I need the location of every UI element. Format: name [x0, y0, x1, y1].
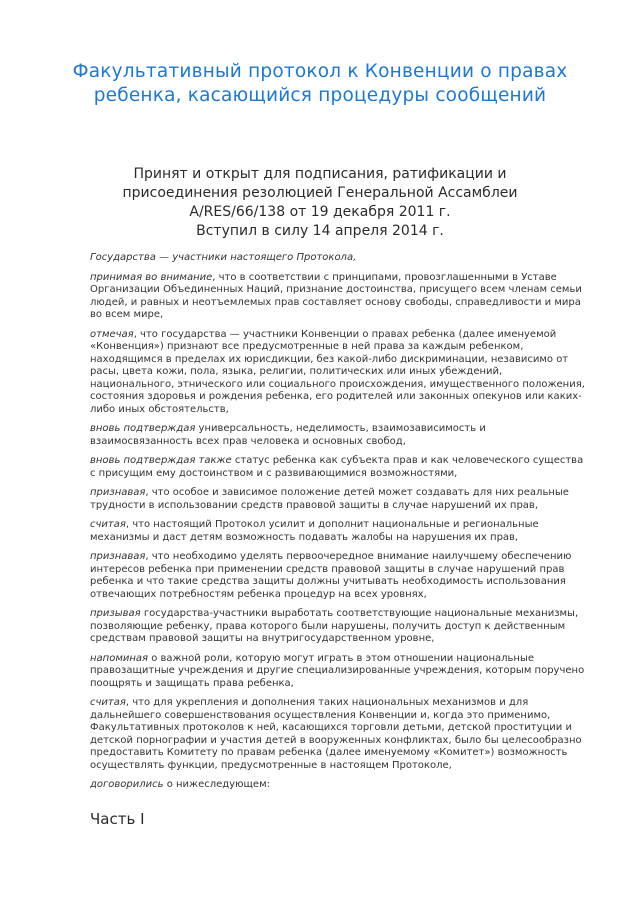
paragraph-lead: отмечая [90, 328, 134, 340]
subtitle-line: присоединения резолюцией Генеральной Ассамблеи [122, 185, 518, 201]
paragraph-rest: о нижеследующем: [163, 779, 270, 790]
document-title: Факультативный протокол к Конвенции о правах ребенка, касающийся процедуры сообщений [72, 61, 568, 106]
document-subtitle [0, 165, 640, 241]
preamble-paragraph [90, 519, 588, 544]
part-heading: Часть I [90, 809, 145, 828]
preamble-paragraph [90, 272, 588, 322]
paragraph-lead: признавая [90, 551, 146, 562]
preamble-paragraph [90, 487, 588, 512]
subtitle-line: Принят и открыт для подписания, ратификации и [133, 166, 507, 182]
paragraph-rest: , что настоящий Протокол усилит и дополнит национальные и региональные механизмы и даст детям возможность подавать жалобы на нарушения их прав, [90, 519, 539, 543]
paragraph-rest: , что государства — участники Конвенции о правах ребенка (далее именуемой «Конвенция») признают все предусмотренные в ней права за каждым ребенком, находящимся в пределах их юрисдикции, без какой-либо дискриминации, независимо от расы, цвета кожи, пола, языка, религии, политических или иных убеждений, национального, этнического или социального происхождения, имущественного положения, состояния здоровья и рождения ребенка, его родителей или законных опекунов или каких-либо иных обстоятельств, [90, 328, 585, 415]
paragraph-lead: считая [90, 697, 126, 708]
paragraph-rest: , что необходимо уделять первоочередное внимание наилучшему обеспечению интересов ребенка при применении средств правовой защиты в случае нарушений прав ребенка и что такие средства защиты должны учитывать необходимость использования отвечающих потребностям ребенка процедур на всех уровнях, [90, 551, 572, 600]
preamble-paragraph [90, 653, 588, 691]
paragraph-rest: , что в соответствии с принципами, провозглашенными в Уставе Организации Объединенных Наций, признание достоинства, присущего всем членам семьи людей, и равных и неотъемлемых прав составляет основу свободы, справедливости и мира во всем мире, [90, 271, 582, 320]
paragraph-rest: , что особое и зависимое положение детей может создавать для них реальные трудности в использовании средств правовой защиты в случае нарушений их прав, [90, 487, 569, 511]
subtitle-line: Вступил в силу 14 апреля 2014 г. [196, 223, 444, 239]
paragraph-lead: напоминая [90, 652, 149, 664]
paragraph-lead: призывая [90, 608, 141, 619]
preamble-paragraph [90, 329, 588, 417]
paragraph-lead: считая [90, 519, 126, 530]
preamble-paragraph [90, 779, 588, 792]
paragraph-rest: государства-участники выработать соответствующие национальные механизмы, позволяющие ребенку, права которого были нарушены, получить доступ к действенным средствам правовой защиты на внутригосударственном уровне, [90, 608, 579, 644]
paragraph-rest: статус ребенка как субъекта прав и как человеческого существа с присущим ему достоинством и с развивающимися возможностями, [90, 455, 584, 479]
paragraph-rest: о важной роли, которую могут играть в этом отношении национальные правозащитные учреждения и другие специализированные учреждения, которым поручено поощрять и защищать права ребенка, [90, 652, 585, 689]
preamble-paragraph [90, 423, 588, 448]
preamble-paragraph [90, 455, 588, 480]
paragraph-lead: Государства — участники настоящего Протокола, [90, 252, 357, 263]
paragraph-lead: договорились [90, 779, 164, 790]
paragraph-rest: , что для укрепления и дополнения таких национальных механизмов и для дальнейшего совершенствования осуществления Конвенции и, когда это применимо, Факультативных протоколов к ней, касающихся торговли детьми, детской проституции и детской порнографии и участия детей в вооруженных конфликтах, было бы целесообразно предоставить Комитету по правам ребенка (далее именуемому «Комитет») возможность осуществлять функции, предусмотренные в настоящем Протоколе, [90, 697, 582, 771]
paragraph-lead: вновь подтверждая также [90, 455, 232, 466]
preamble-text [90, 252, 588, 792]
paragraph-lead: принимая во внимание [90, 271, 213, 283]
preamble-paragraph [90, 697, 588, 772]
preamble-paragraph [90, 551, 588, 601]
paragraph-lead: вновь подтверждая [90, 423, 196, 434]
paragraph-lead: признавая [90, 487, 146, 498]
subtitle-line: A/RES/66/138 от 19 декабря 2011 г. [189, 204, 451, 220]
paragraph-rest: универсальность, неделимость, взаимозависимость и взаимосвязанность всех прав человека и основных свобод, [90, 423, 486, 447]
preamble-paragraph [90, 608, 588, 646]
preamble-paragraph [90, 252, 588, 265]
